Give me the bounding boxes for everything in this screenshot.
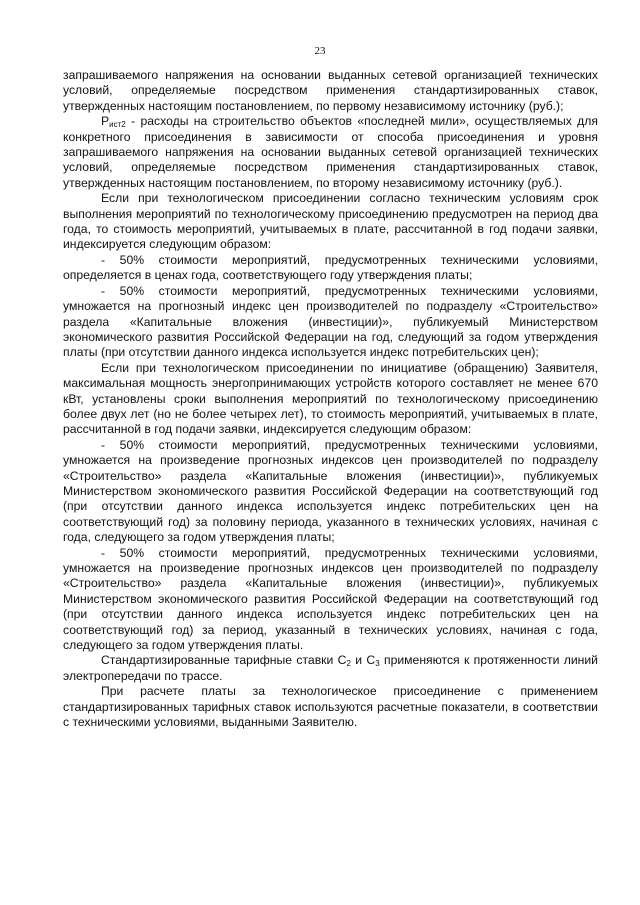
- list-item-2: - 50% стоимости мероприятий, предусмотренных техническими условиями, умножается на прогнозный индекс цен производителей по подразделу «Строительство» раздела «Капитальные вложения (инвестиции)», публикуемый Министерством экономического развития Российской Федерации на год, следующий за годом утверждения платы (при отсутствии данного индекса используется индекс потребительских цен);: [63, 283, 598, 360]
- paragraph-9-part-a: Стандартизированные тарифные ставки C: [101, 653, 347, 668]
- paragraph-2-text: - расходы на строительство объектов «последней мили», осуществляемых для конкретного присоединения в зависимости от способа присоединения и уровня запрашиваемого напряжения на основании выданных сетевой организацией технических условий, определяемые посредством применения стандартизированных ставок, утвержденных настоящим постановлением, по второму независимому источнику (руб.).: [63, 114, 598, 190]
- list-item-3: - 50% стоимости мероприятий, предусмотренных техническими условиями, умножается на произведение прогнозных индексов цен производителей по подразделу «Строительство» раздела «Капитальные вложения (инвестиции)», публикуемых Министерством экономического развития Российской Федерации на соответствующий год (при отсутствии данного индекса используется индекс потребительских цен на соответствующий год) за половину периода, указанного в технических условиях, начиная с года, следующего за годом утверждения платы;: [63, 437, 598, 545]
- paragraph-9-part-b: и C: [350, 653, 376, 668]
- paragraph-3: Если при технологическом присоединении согласно техническим условиям срок выполнения мероприятий по технологическому присоединению предусмотрен на период два года, то стоимость мероприятий, учитываемых в плате, рассчитанной в год подачи заявки, индексируется следующим образом:: [63, 191, 598, 252]
- paragraph-9: [63, 653, 598, 684]
- paragraph-6: Если при технологическом присоединении по инициативе (обращению) Заявителя, максимальная мощность энергопринимающих устройств которого составляет не менее 670 кВт, установлены сроки выполнения мероприятий по технологическому присоединению более двух лет (но не более четырех лет), то стоимость мероприятий, учитываемых в плате, рассчитанной в год подачи заявки, индексируется следующим образом:: [63, 360, 598, 437]
- paragraph-2: [63, 114, 598, 191]
- list-item-4: - 50% стоимости мероприятий, предусмотренных техническими условиями, умножается на произведение прогнозных индексов цен производителей по подразделу «Строительство» раздела «Капитальные вложения (инвестиции)», публикуемых Министерством экономического развития Российской Федерации на соответствующий год (при отсутствии данного индекса используется индекс потребительских цен на соответствующий год) за период, указанный в технических условиях, начиная с года, следующего за годом утверждения платы.: [63, 545, 598, 653]
- paragraph-1: запрашиваемого напряжения на основании выданных сетевой организацией технических условий, определяемые посредством применения стандартизированных ставок, утвержденных настоящим постановлением, по первому независимому источнику (руб.);: [63, 68, 598, 113]
- list-item-1: - 50% стоимости мероприятий, предусмотренных техническими условиями, определяется в ценах года, соответствующего году утверждения платы;: [63, 252, 598, 283]
- paragraph-9-part-c: применяются к протяженности линий электропередачи по трассе.: [63, 653, 598, 683]
- formula-subscript: ист2: [109, 120, 126, 130]
- subscript-c2: 2: [346, 659, 351, 669]
- document-body: [63, 68, 598, 730]
- page-number: 23: [314, 45, 326, 57]
- formula-symbol: P: [101, 114, 110, 129]
- subscript-c3: 3: [375, 659, 380, 669]
- paragraph-10: При расчете платы за технологическое присоединение с применением стандартизированных тарифных ставок используются расчетные показатели, в соответствии с техническими условиями, выданными Заявителю.: [63, 684, 598, 730]
